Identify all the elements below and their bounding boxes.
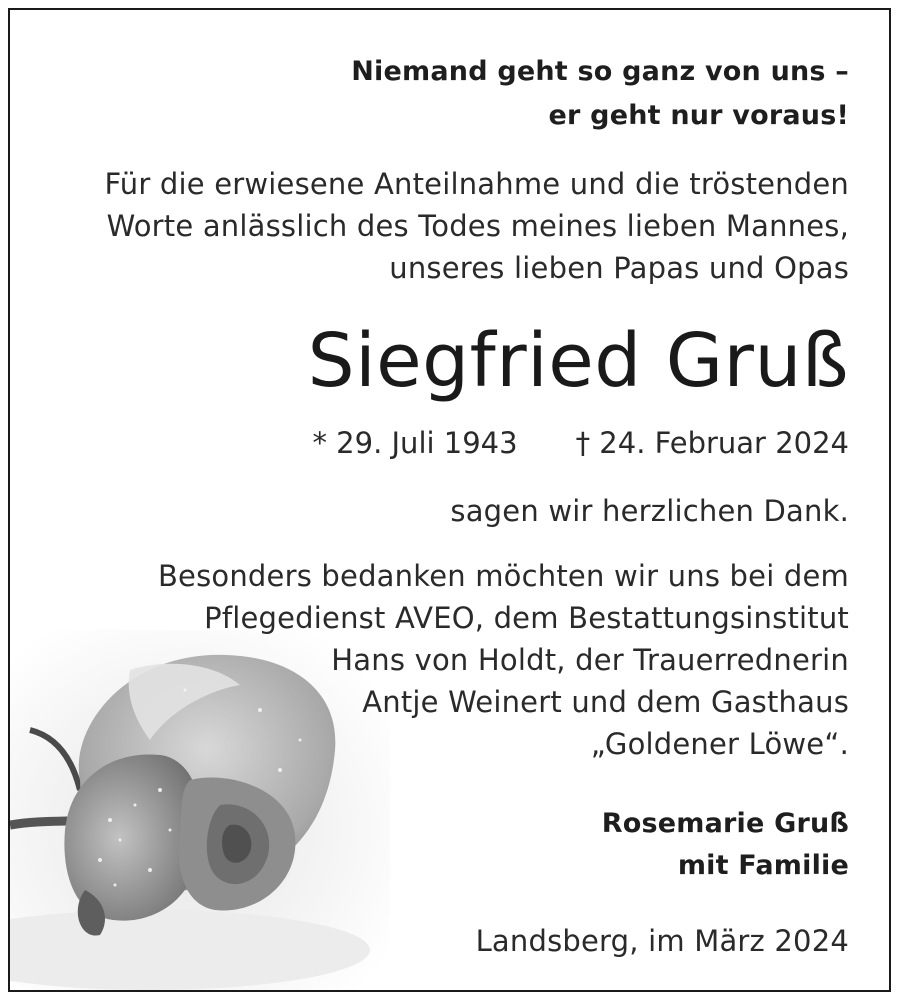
thanks-text: sagen wir herzlichen Dank. <box>450 494 849 528</box>
special-thanks-line-1: Besonders bedanken möchten wir uns bei dem <box>157 559 849 593</box>
intro-line-1: Für die erwiesene Anteilnahme und die tröstenden <box>104 167 849 201</box>
intro-line-2: Worte anlässlich des Todes meines lieben Mannes, <box>106 209 849 243</box>
birth-date: * 29. Juli 1943 <box>312 426 518 460</box>
special-thanks-line-3: Hans von Holdt, der Trauerrednerin <box>331 643 849 677</box>
headline-line-1: Niemand geht so ganz von uns – <box>351 56 849 87</box>
special-thanks-line-2: Pflegedienst AVEO, dem Bestattungsinstitut <box>204 601 849 635</box>
special-thanks-line-5: „Goldener Löwe“. <box>590 727 849 761</box>
headline-line-2: er geht nur voraus! <box>548 100 849 131</box>
life-dates <box>312 426 849 460</box>
signature-line-1: Rosemarie Gruß <box>601 808 849 839</box>
death-date: † 24. Februar 2024 <box>575 426 849 460</box>
signature-line-2: mit Familie <box>677 850 849 881</box>
intro-line-3: unseres lieben Papas und Opas <box>389 251 849 285</box>
deceased-name: Siegfried Gruß <box>307 318 849 404</box>
place-date: Landsberg, im März 2024 <box>475 924 849 958</box>
obituary-card <box>8 8 891 992</box>
special-thanks-line-4: Antje Weinert und dem Gasthaus <box>362 685 849 719</box>
rose-image <box>10 630 390 990</box>
